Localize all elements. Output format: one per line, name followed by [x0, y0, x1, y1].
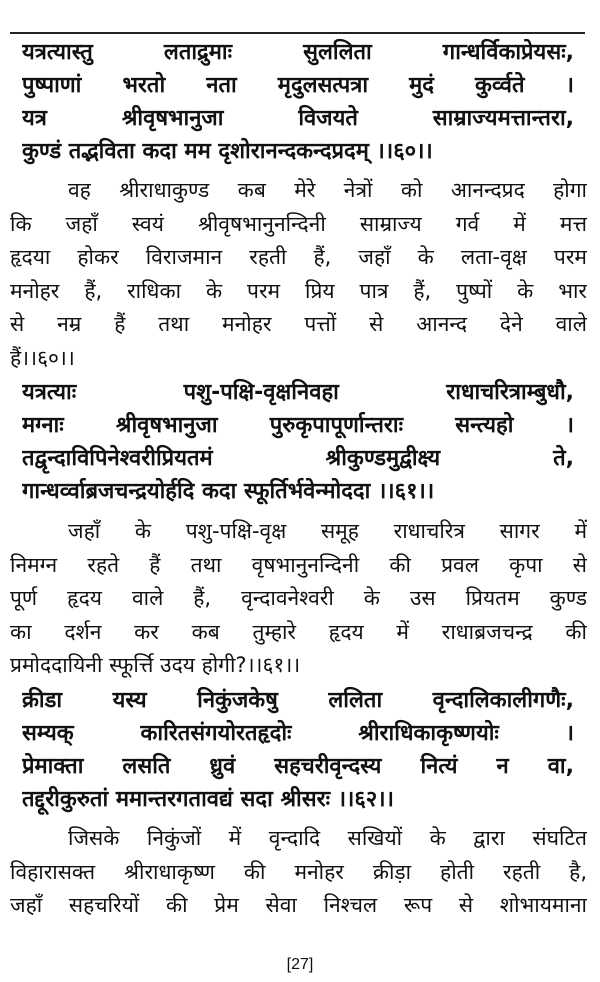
commentary-line: मनोहर हैं, राधिका के परम प्रिय पात्र हैं, पुष्पों के भार — [10, 278, 587, 303]
commentary-line: निमग्न रहते हैं तथा वृषभानुनन्दिनी की प्रवल कृपा से — [10, 552, 587, 577]
verse-line: सम्यक् कारितसंगयोरतहृदोः श्रीराधिकाकृष्णयोः । — [22, 721, 574, 746]
commentary-61 — [10, 515, 587, 683]
commentary-62 — [10, 822, 587, 923]
commentary-line: हैं।।६०।। — [10, 345, 75, 370]
commentary-line: जहाँ के पशु-पक्षि-वृक्ष समूह राधाचरित्र सागर में — [68, 519, 587, 543]
page-number: [27] — [286, 956, 314, 973]
commentary-line: का दर्शन कर कब तुम्हारे हृदय में राधाब्रजचन्द्र की — [10, 619, 587, 644]
verse-line: तद्वृन्दाविपिनेश्वरीप्रियतमं श्रीकुण्डमुद्वीक्ष्य ते, — [22, 446, 574, 471]
commentary-line: प्रमोददायिनी स्फूर्त्ति उदय होगी?।।६१।। — [10, 653, 301, 677]
verse-61 — [22, 376, 574, 508]
commentary-line: कि जहाँ स्वयं श्रीवृषभानुनन्दिनी साम्राज्य गर्व में मत्त — [10, 211, 587, 236]
verse-line: पुष्पाणां भरतो नता मृदुलसत्पत्रा मुदं कुर्व्वते । — [22, 73, 574, 98]
commentary-line: से नम्र हैं तथा मनोहर पत्तों से आनन्द देने वाले — [10, 312, 587, 336]
commentary-line: वह श्रीराधाकुण्ड कब मेरे नेत्रों को आनन्दप्रद होगा — [68, 178, 587, 202]
commentary-line: पूर्ण हृदय वाले हैं, वृन्दावनेश्वरी के उस प्रियतम कुण्ड — [10, 586, 587, 610]
commentary-line: विहारासक्त श्रीराधाकृष्ण की मनोहर क्रीड़ा होती रहती है, — [10, 859, 587, 884]
verse-line: मग्नाः श्रीवृषभानुजा पुरुकृपापूर्णान्तराः सन्त्यहो । — [22, 413, 574, 438]
verse-60 — [22, 36, 574, 168]
verse-line: प्रेमाक्ता लसति ध्रुवं सहचरीवृन्दस्य नित्यं न वा, — [22, 754, 574, 779]
verse-62 — [22, 684, 574, 816]
verse-line: कुण्डं तद्भविता कदा मम दृशोरानन्दकन्दप्रदम् ।।६०।। — [22, 139, 433, 164]
commentary-line: जहाँ सहचरियों की प्रेम सेवा निश्चल रूप से शोभायमाना — [10, 893, 587, 917]
commentary-60 — [10, 174, 587, 375]
verse-line: यत्रत्याः पशु-पक्षि-वृक्षनिवहा राधाचरित्राम्बुधौ, — [22, 380, 574, 405]
verse-line: यत्र श्रीवृषभानुजा विजयते साम्राज्यमत्तान्तरा, — [22, 106, 574, 131]
commentary-line: हृदया होकर विराजमान रहती हैं, जहाँ के लता-वृक्ष परम — [10, 245, 587, 269]
top-rule — [10, 32, 585, 34]
commentary-line: जिसके निकुंजों में वृन्दादि सखियों के द्वारा संघटित — [68, 826, 587, 850]
verse-line: गान्धर्व्वाब्रजचन्द्रयोर्हदि कदा स्फूर्तिर्भवेन्मोददा ।।६१।। — [22, 479, 435, 504]
verse-line: क्रीडा यस्य निकुंजकेषु ललिता वृन्दालिकालीगणैः, — [22, 688, 574, 713]
verse-line: तद्दूरीकुरुतां ममान्तरगतावद्यं सदा श्रीसरः ।।६२।। — [22, 787, 394, 812]
verse-line: यत्रत्यास्तु लताद्रुमाः सुललिता गान्धर्विकाप्रेयसः, — [22, 40, 574, 65]
